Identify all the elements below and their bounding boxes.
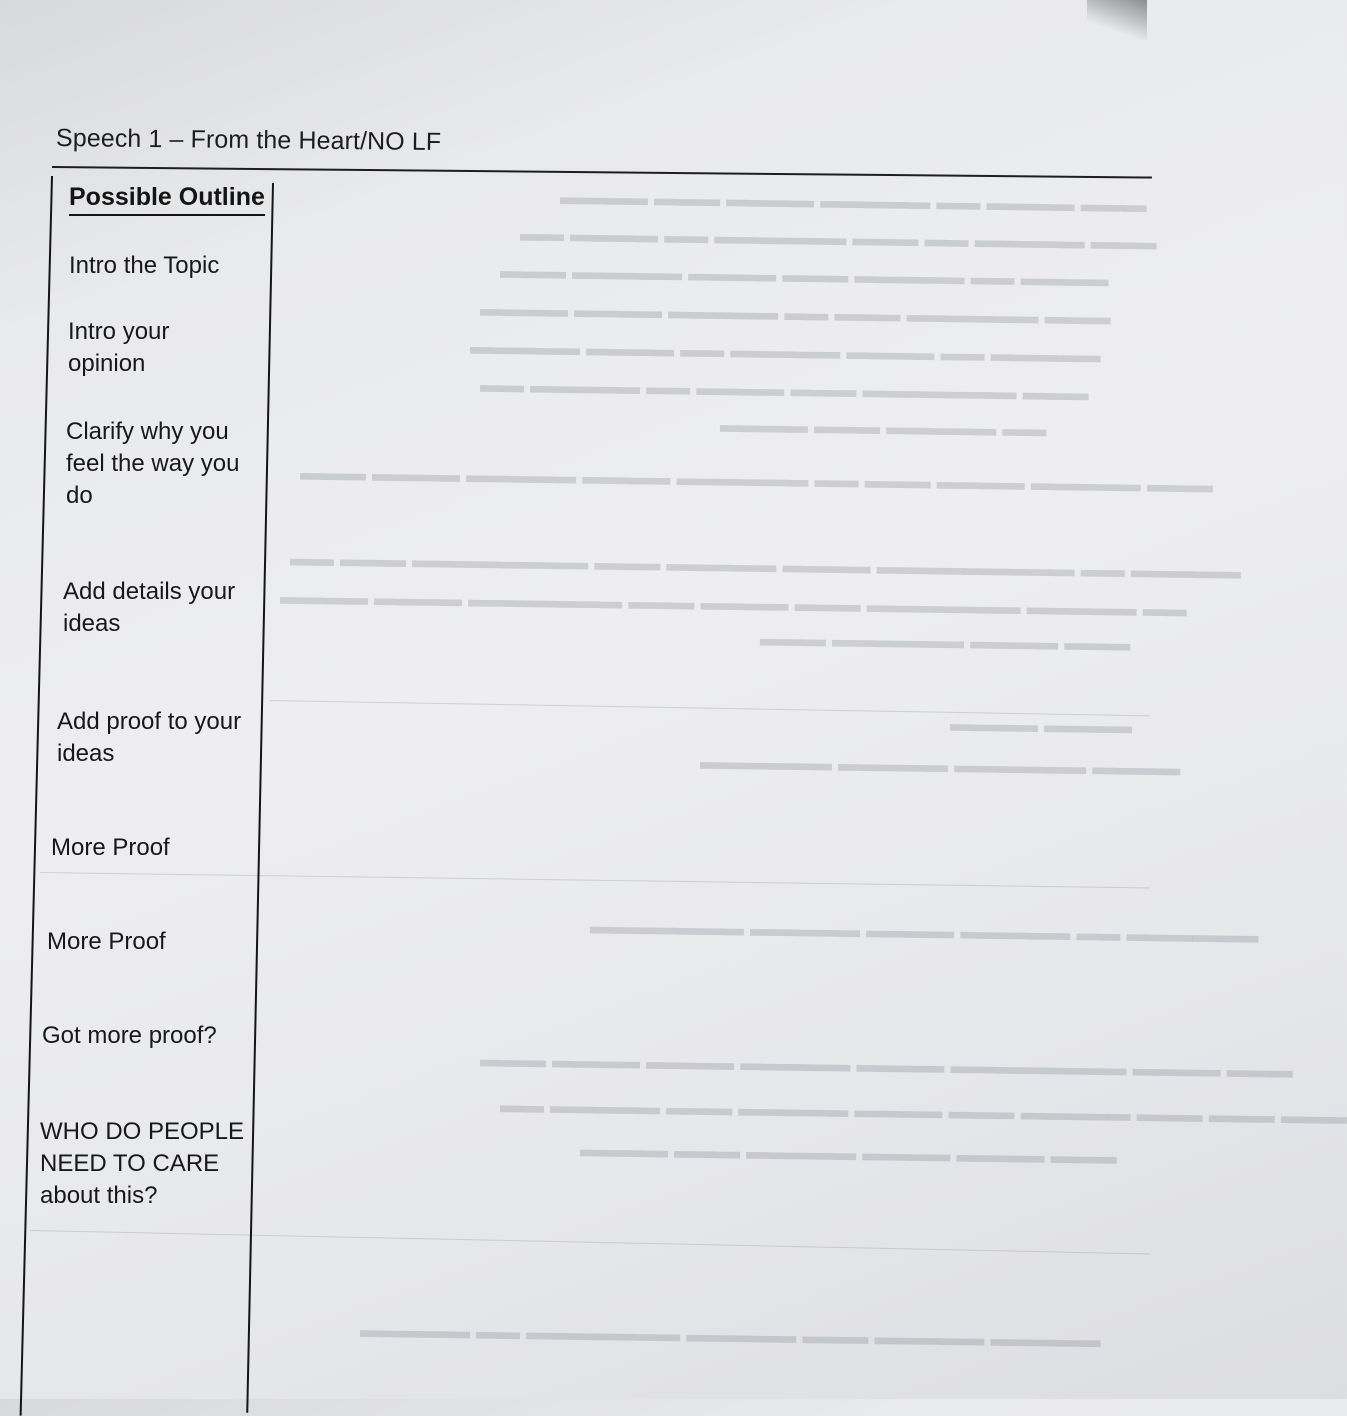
faint-rule (30, 1230, 1150, 1254)
outline-row-label: More Proof (51, 834, 170, 861)
binder-shadow (1087, 0, 1147, 40)
worksheet-title: Speech 1 – From the Heart/NO LF (55, 124, 442, 157)
bleed-through-line: ▬▬▬ ▬▬▬▬▬▬ ▬▬▬ ▬▬ ▬▬▬▬▬ ▬▬▬▬ ▬▬▬▬ (479, 295, 1111, 330)
outline-column-divider (246, 183, 274, 1413)
outline-row-label: Intro the Topic (69, 252, 220, 279)
outline-row-label: Add proof to your ideas (57, 708, 242, 767)
outline-row-label: Clarify why you feel the way you do (66, 418, 240, 509)
bleed-through-line: ▬▬▬ ▬▬▬ ▬▬▬ ▬▬▬▬▬ ▬▬▬ ▬▬▬▬ ▬▬▬▬▬ ▬▬▬ ▬▬▬▬▬ ▬▬ (499, 1092, 1347, 1129)
outline-row-label: WHO DO PEOPLE NEED TO CARE about this? (40, 1118, 245, 1209)
bleed-through-line: ▬▬ ▬▬▬▬▬ ▬▬▬ ▬▬▬▬ (719, 411, 1047, 442)
bleed-through-line: ▬▬▬▬▬ ▬▬ ▬▬▬▬▬▬▬▬▬ ▬▬▬▬ ▬▬▬▬▬ ▬▬▬ ▬▬▬▬▬▬▬▬ ▬▬▬ ▬▬ (289, 545, 1242, 584)
bleed-through-line: ▬▬▬ ▬▬▬▬ ▬▬▬▬▬▬ ▬▬▬ (759, 625, 1131, 656)
bleed-through-line: ▬▬▬▬▬ ▬▬▬▬▬ ▬▬▬ ▬▬▬▬▬ ▬▬▬▬▬▬▬ ▬▬ ▬▬▬▬▬ (359, 1316, 1101, 1353)
outline-row-label: Intro your opinion (68, 318, 170, 377)
bleed-through-line: ▬▬▬▬▬ ▬▬ ▬▬▬▬ ▬▬▬▬▬ ▬▬ ▬▬▬▬ ▬▬▬▬▬ (469, 333, 1101, 368)
bleed-through-line: ▬▬▬▬ ▬▬▬▬▬▬ ▬▬▬▬▬ ▬▬▬▬▬▬ (699, 748, 1181, 781)
faint-rule (40, 872, 1150, 888)
bleed-through-line: ▬▬▬ ▬▬▬▬▬ ▬▬▬▬ ▬▬▬ ▬▬ ▬▬▬▬▬▬ ▬▬▬▬ ▬▬▬▬▬ ▬▬▬▬ ▬▬▬ (299, 459, 1214, 498)
bleed-through-line: ▬▬▬ ▬▬▬▬ ▬▬▬▬▬▬▬▬ ▬▬▬▬ ▬▬▬▬▬ ▬▬▬▬ ▬▬▬▬ ▬▬▬ (479, 1046, 1293, 1083)
table-top-border (52, 166, 1152, 179)
outline-row-label: More Proof (47, 928, 166, 955)
bleed-through-line: ▬▬▬▬ ▬▬ ▬▬▬▬▬ ▬▬▬ ▬▬▬▬ ▬▬▬▬▬ ▬▬▬ (499, 257, 1109, 292)
bleed-through-line: ▬▬▬▬▬▬ ▬▬ ▬▬▬▬▬ ▬▬▬▬ ▬▬▬▬▬ ▬▬▬▬▬▬▬ (589, 913, 1259, 948)
faint-rule (270, 700, 1150, 716)
outline-row-label: Got more proof? (42, 1022, 217, 1049)
bleed-through-line: ▬▬ ▬▬▬▬▬ ▬▬▬▬▬▬▬ ▬▬▬ ▬▬▬▬ ▬▬▬ ▬▬▬▬▬▬▬ ▬▬▬▬ ▬▬▬▬ (279, 583, 1188, 622)
outline-row-label: Add details your ideas (63, 578, 236, 637)
bleed-through-line: ▬▬▬ ▬▬▬▬▬ ▬▬ ▬▬▬ ▬▬▬▬▬▬ ▬▬ ▬▬▬▬ ▬▬ (519, 220, 1157, 255)
bleed-through-line: ▬▬▬ ▬▬▬▬▬▬▬ ▬▬▬ ▬▬▬▬ ▬▬ ▬▬▬▬▬ ▬▬ (479, 371, 1089, 406)
bleed-through-line: ▬▬▬ ▬▬▬▬ ▬▬▬▬ ▬▬▬▬▬ ▬▬▬ ▬▬▬▬ (579, 1136, 1117, 1169)
bleed-through-line: ▬▬▬ ▬▬▬▬ ▬▬ ▬▬▬▬▬ ▬▬▬▬ ▬▬▬ ▬▬▬▬ (559, 183, 1147, 218)
outline-header: Possible Outline (69, 183, 265, 216)
bleed-through-line: ▬▬▬▬ ▬▬▬▬ (949, 710, 1133, 739)
